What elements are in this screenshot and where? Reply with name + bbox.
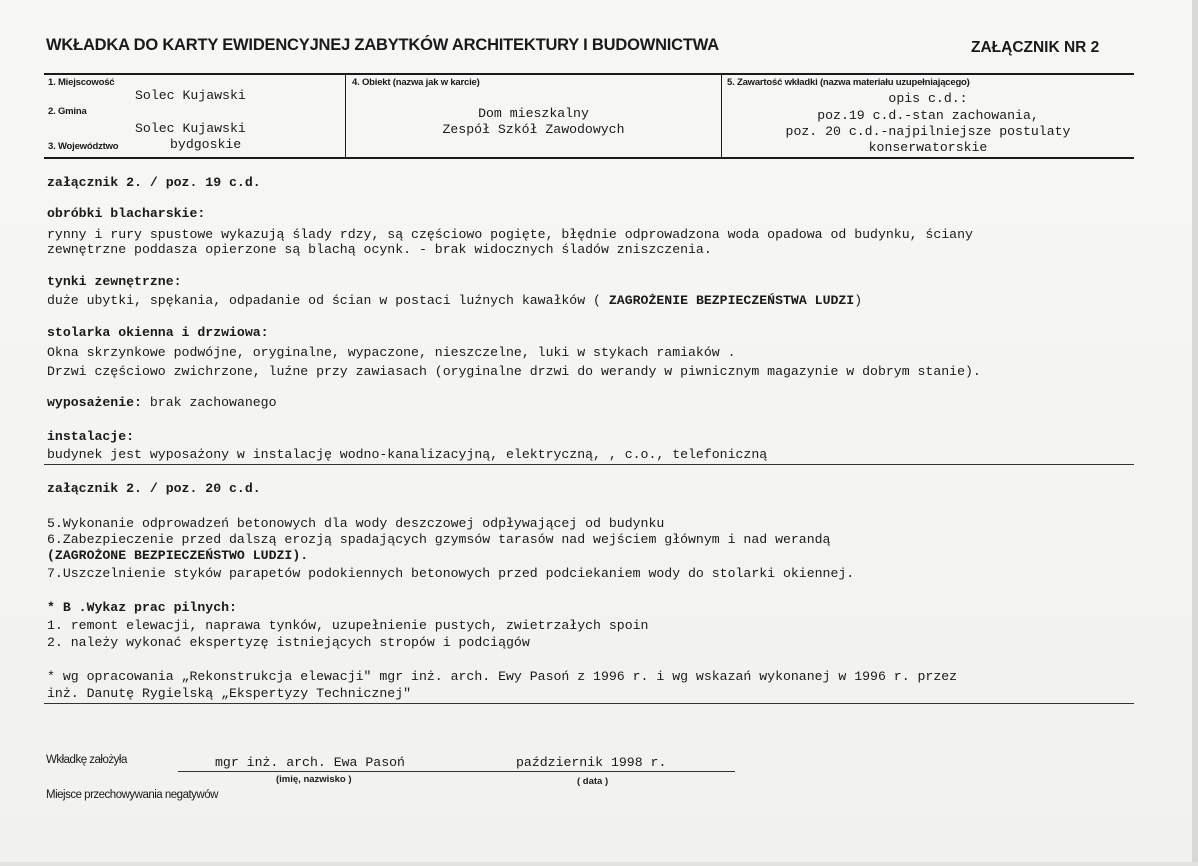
annex-number: ZAŁĄCZNIK NR 2 <box>971 39 1100 56</box>
plaster-text: duże ubytki, spękania, odpadanie od ścian w postaci luźnych kawałków ( <box>47 293 601 308</box>
document-title: WKŁADKA DO KARTY EWIDENCYJNEJ ZABYTKÓW ARCHITEKTURY I BUDOWNICTWA <box>46 36 719 54</box>
roof-heading: obróbki blacharskie: <box>47 206 206 221</box>
voivodeship-value: bydgoskie <box>170 137 242 152</box>
contents-line-3: poz. 20 c.d.-najpilniejsze postulaty <box>785 124 1071 139</box>
object-label: 4. Obiekt (nazwa jak w karcie) <box>352 77 480 88</box>
plaster-danger: ZAGROŻENIE BEZPIECZEŃSTWA LUDZI <box>608 293 855 308</box>
item-5: 5.Wykonanie odprowadzeń betonowych dla wody deszczowej odpływającej od budynku <box>47 516 665 531</box>
urgent-heading: * B .Wykaz prac pilnych: <box>47 600 237 615</box>
commune-value: Solec Kujawski <box>135 121 246 136</box>
equipment-heading: wyposażenie: <box>47 395 142 410</box>
roof-line-2: zewnętrzne poddasza opierzone są blachą ocynk. - brak widocznych śladów zniszczenia. <box>47 242 712 257</box>
joinery-line-1: Okna skrzynkowe podwójne, oryginalne, wypaczone, nieszczelne, luki w stykach ramiaków . <box>47 345 736 360</box>
plaster-close: ) <box>854 293 863 308</box>
note-line-2: inż. Danutę Rygielską „Ekspertyzy Technicznej" <box>47 686 412 701</box>
locality-value: Solec Kujawski <box>135 88 246 103</box>
card-edge-right <box>1192 0 1198 866</box>
created-by-value: mgr inż. arch. Ewa Pasoń <box>215 755 405 770</box>
contents-label: 5. Zawartość wkładki (nazwa materiału uzupełniającego) <box>727 77 970 88</box>
plaster-line <box>47 293 862 308</box>
roof-line-1: rynny i rury spustowe wykazują ślady rdzy, są częściowo pogięte, błędnie odprowadzona woda opadowa od budynku, ściany <box>47 227 973 242</box>
name-caption: (imię, nazwisko ) <box>276 774 352 785</box>
plaster-heading: tynki zewnętrzne: <box>47 274 182 289</box>
item-7: 7.Uszczelnienie styków parapetów podokiennych betonowych przed podciekaniem wody do stolarki okiennej. <box>47 566 855 581</box>
date-value: październik 1998 r. <box>516 755 667 770</box>
section-1-rule <box>44 464 1134 465</box>
section-2-rule <box>44 703 1134 704</box>
voivodeship-label: 3. Województwo <box>48 141 119 152</box>
contents-line-1: opis c.d.: <box>888 91 968 106</box>
note-line-1: * wg opracowania „Rekonstrukcja elewacji" mgr inż. arch. Ewy Pasoń z 1996 r. i wg wskazań wykonanej w 1996 r. przez <box>47 669 958 684</box>
signature-rule <box>178 771 735 772</box>
date-caption: ( data ) <box>577 776 609 787</box>
equipment-value: brak zachowanego <box>149 395 277 410</box>
object-line-2: Zespół Szkół Zawodowych <box>442 122 625 137</box>
card-edge-bottom <box>0 862 1198 866</box>
item-6a: 6.Zabezpieczenie przed dalszą erozją spadających gzymsów tarasów nad wejściem głównym i nad werandą <box>47 532 831 547</box>
joinery-line-2: Drzwi częściowo zwichrzone, luźne przy zawiasach (oryginalne drzwi do werandy w piwnicznym magazynie w dobrym stanie). <box>47 364 981 379</box>
header-top-rule <box>44 73 1134 75</box>
section-1-heading: załącznik 2. / poz. 19 c.d. <box>47 175 261 190</box>
urgent-1: 1. remont elewacji, naprawa tynków, uzupełnienie pustych, zwietrzałych spoin <box>47 618 649 633</box>
install-line-1: budynek jest wyposażony w instalację wodno-kanalizacyjną, elektryczną, , c.o., telefoniczną <box>47 447 768 462</box>
install-heading: instalacje: <box>47 429 135 444</box>
equipment-line <box>47 395 277 410</box>
joinery-heading: stolarka okienna i drzwiowa: <box>47 325 269 340</box>
item-6b: (ZAGROŻONE BEZPIECZEŃSTWO LUDZI). <box>47 548 309 563</box>
object-line-1: Dom mieszkalny <box>478 106 589 121</box>
urgent-2: 2. należy wykonać ekspertyzę istniejących stropów i podciągów <box>47 635 530 650</box>
contents-line-2: poz.19 c.d.-stan zachowania, <box>817 108 1039 123</box>
commune-label: 2. Gmina <box>48 106 87 117</box>
section-2-heading: załącznik 2. / poz. 20 c.d. <box>47 481 261 496</box>
created-by-label: Wkładkę założyła <box>46 754 127 766</box>
negatives-label: Miejsce przechowywania negatywów <box>46 789 218 801</box>
contents-line-4: konserwatorskie <box>868 140 988 155</box>
locality-label: 1. Miejscowość <box>48 77 115 88</box>
header-bottom-rule <box>44 157 1134 159</box>
